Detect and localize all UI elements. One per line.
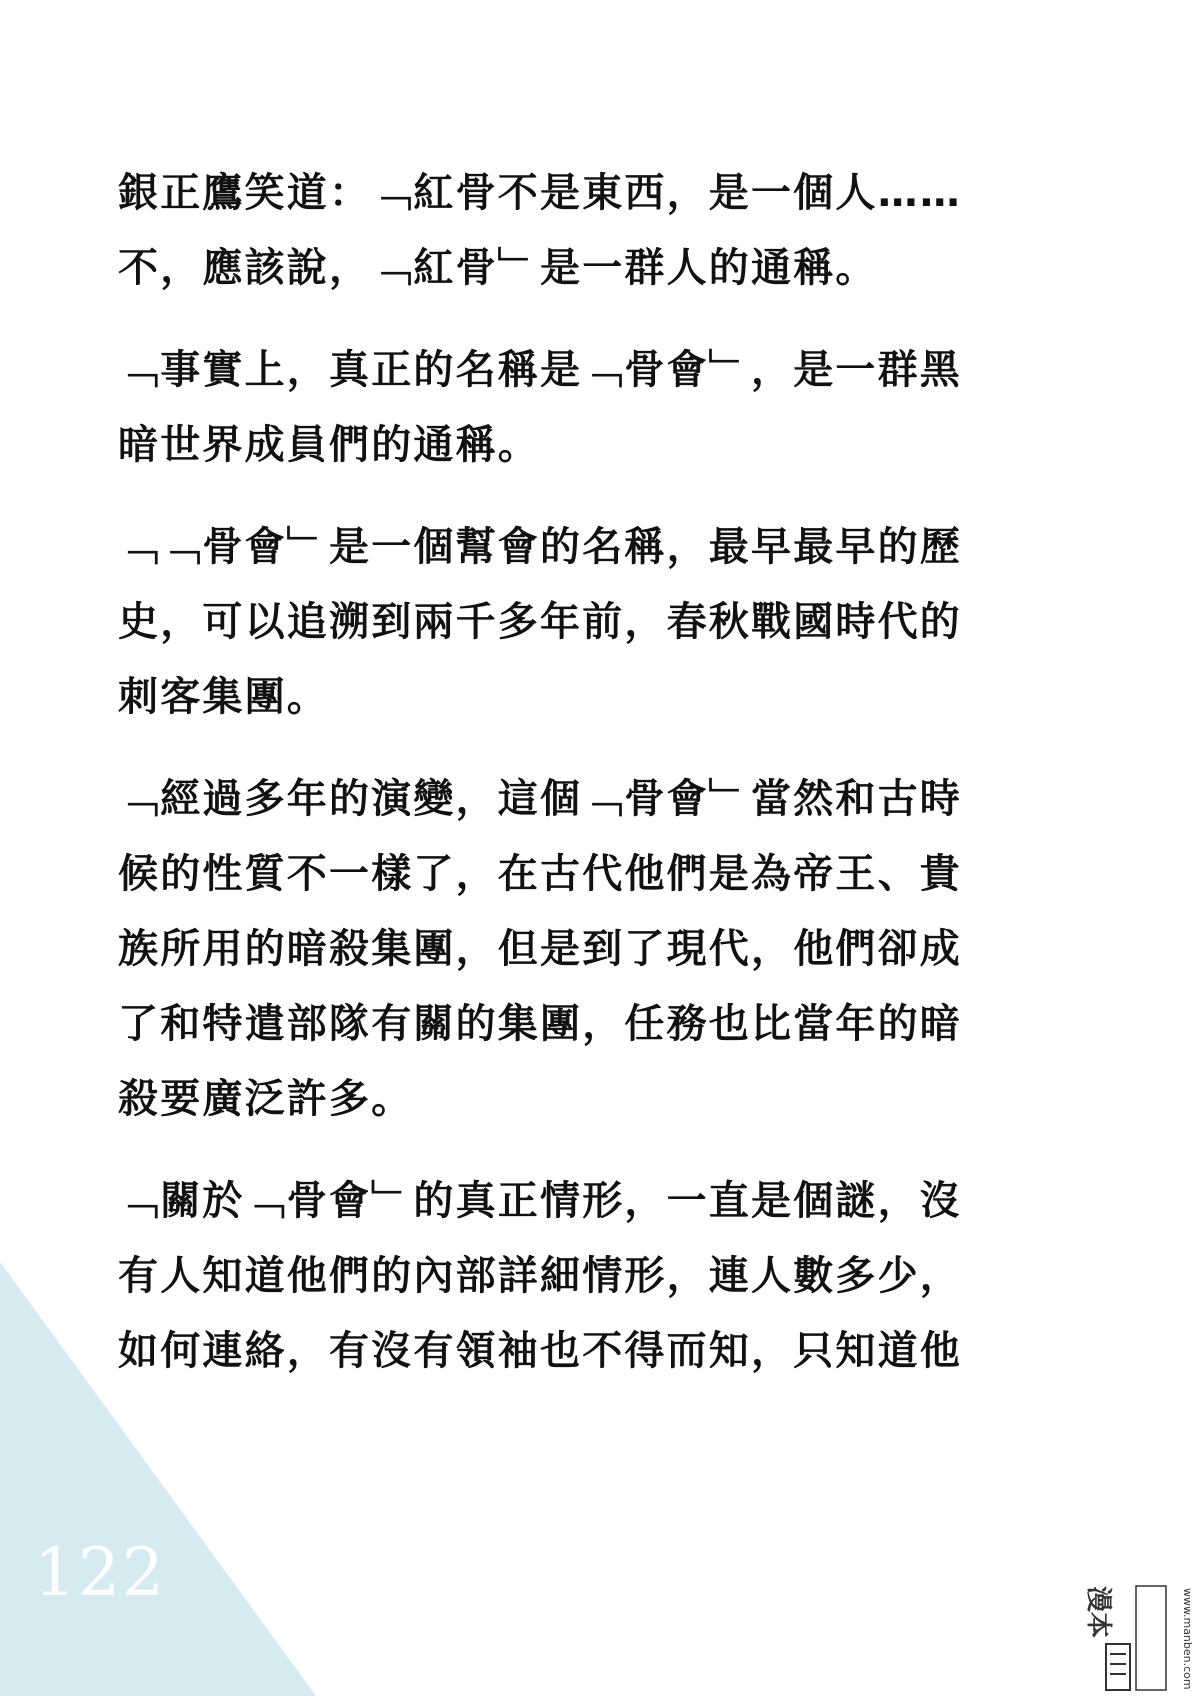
watermark-url: www.manben.com: [1181, 1588, 1194, 1690]
paragraph: [118, 762, 1088, 1137]
page-number: 122: [34, 1534, 166, 1611]
text-body: [118, 156, 1088, 1416]
text-line: 候的性質不一樣了，在古代他們是為帝王、貴: [118, 851, 962, 897]
text-line: 暗世界成員們的通稱。: [118, 422, 540, 468]
text-line: 族所用的暗殺集團，但是到了現代，他們卻成: [118, 926, 962, 972]
watermark-logo-text: 漫本: [1083, 1585, 1113, 1639]
text-line: 不，應該說，﹁紅骨﹂是一群人的通稱。: [118, 245, 878, 291]
text-line: 史，可以追溯到兩千多年前，春秋戰國時代的: [118, 599, 962, 645]
watermark: [1083, 1582, 1198, 1694]
text-line: ﹁﹁骨會﹂是一個幫會的名稱，最早最早的歷: [118, 524, 962, 570]
text-line: 銀正鷹笑道：﹁紅骨不是東西，是一個人……: [118, 170, 962, 216]
text-line: 有人知道他們的內部詳細情形，連人數多少，: [118, 1253, 962, 1299]
text-line: ﹁事實上，真正的名稱是﹁骨會﹂，是一群黑: [118, 347, 962, 393]
text-line: 了和特遣部隊有關的集團，任務也比當年的暗: [118, 1001, 962, 1047]
paragraph: [118, 156, 1088, 306]
text-line: 殺要廣泛許多。: [118, 1076, 414, 1122]
manben-logo-icon: [1083, 1582, 1172, 1694]
paragraph: [118, 333, 1088, 483]
paragraph: [118, 1164, 1088, 1389]
paragraph: [118, 510, 1088, 735]
text-line: ﹁關於﹁骨會﹂的真正情形，一直是個謎，沒: [118, 1178, 962, 1224]
text-line: 如何連絡，有沒有領袖也不得而知，只知道他: [118, 1328, 962, 1374]
text-line: ﹁經過多年的演變，這個﹁骨會﹂當然和古時: [118, 776, 962, 822]
text-line: 刺客集團。: [118, 674, 329, 720]
